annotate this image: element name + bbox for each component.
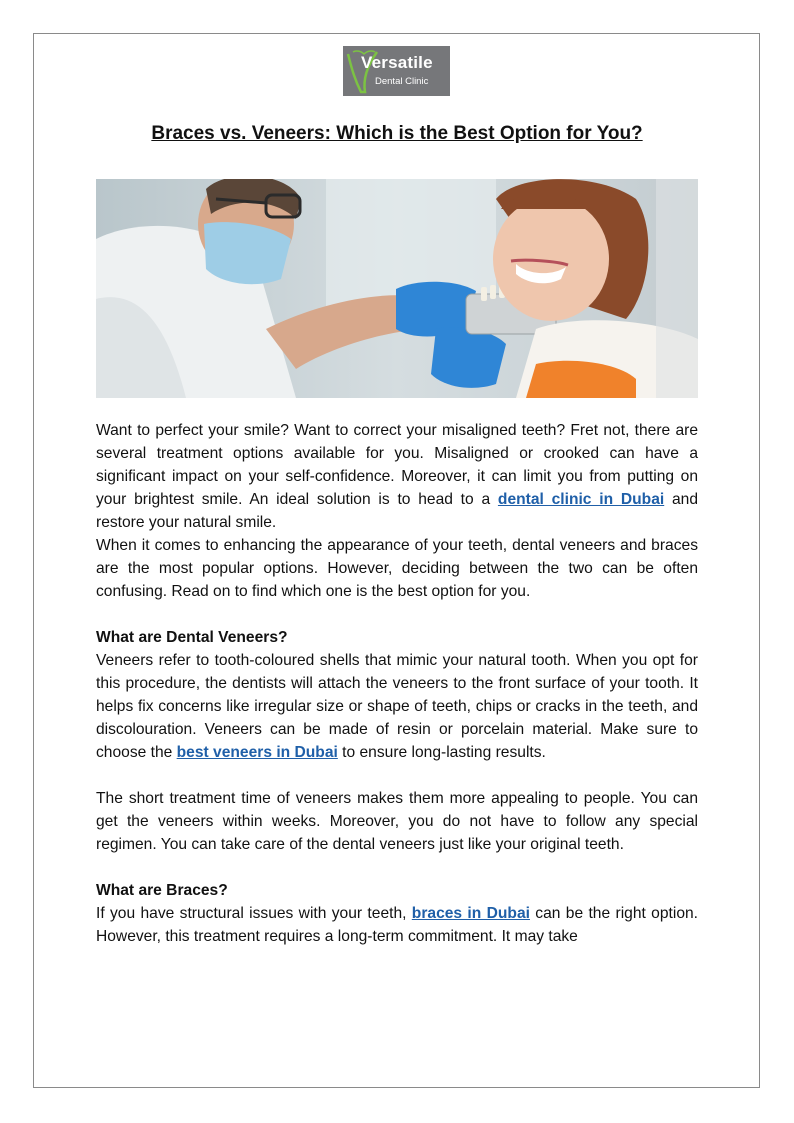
hero-image: [96, 179, 698, 398]
intro-paragraph-1: [96, 419, 698, 534]
dental-clinic-link[interactable]: dental clinic in Dubai: [497, 491, 665, 508]
logo-subtitle: Dental Clinic: [375, 76, 429, 87]
article-body: [96, 419, 698, 948]
intro-paragraph-2: When it comes to enhancing the appearance of your teeth, dental veneers and braces are the most popular options. However, deciding between the two can be often confusing. Read on to find which one is the best option for you.: [96, 537, 698, 600]
braces-text-end: can be the right option. However, this treatment requires a long-term commitment. It may take: [96, 905, 699, 945]
braces-text: If you have structural issues with your teeth,: [96, 905, 412, 922]
article-title: Braces vs. Veneers: Which is the Best Option for You?: [151, 123, 643, 144]
best-veneers-link[interactable]: best veneers in Dubai: [176, 744, 338, 761]
intro-text: Want to perfect your smile? Want to correct your misaligned teeth? Fret not, there are several treatment options available for you. Misaligned or crooked can have a significant impact on your self-confidence. Moreover, it can limit you from putting on your brightest smile. An ideal solution is to head to a: [96, 422, 698, 508]
dentist-patient-illustration: [96, 179, 698, 398]
braces-link[interactable]: braces in Dubai: [411, 905, 530, 922]
clinic-logo[interactable]: [343, 46, 450, 96]
veneers-text-end: to ensure long-lasting results.: [337, 744, 546, 761]
braces-heading: What are Braces?: [96, 882, 228, 899]
veneers-paragraph-1: [96, 649, 698, 764]
veneers-text: Veneers refer to tooth-coloured shells that mimic your natural tooth. When you opt for this procedure, the dentists will attach the veneers to the front surface of your tooth. It helps fix concerns like irregular size or shape of teeth, chips or cracks in the teeth, and discolouration. Veneers can be made of resin or porcelain material. Make sure to choose the: [96, 652, 698, 761]
logo-name: Versatile: [361, 53, 433, 72]
braces-paragraph-1: [96, 902, 698, 948]
veneers-heading: What are Dental Veneers?: [96, 629, 288, 646]
intro-text-end: and restore your natural smile.: [96, 491, 699, 531]
veneers-paragraph-2: The short treatment time of veneers makes them more appealing to people. You can get the veneers within weeks. Moreover, you do not have to follow any special regimen. You can take care of the dental veneers just like your original teeth.: [96, 790, 698, 853]
